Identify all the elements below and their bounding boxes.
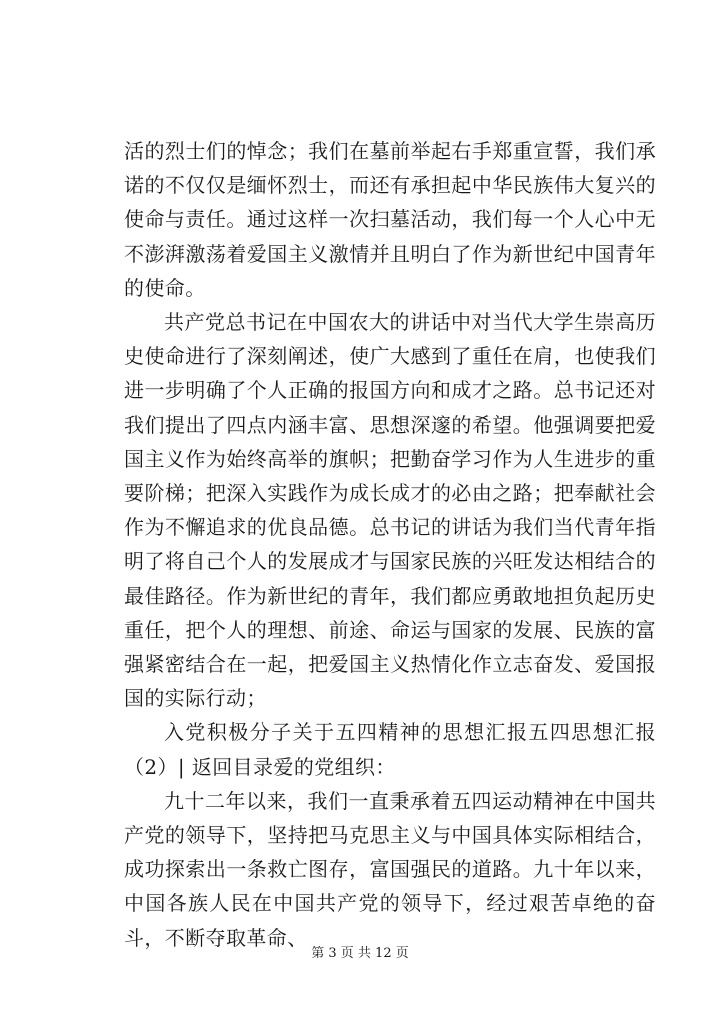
document-body xyxy=(124,134,656,955)
paragraph-2: 共产党总书记在中国农大的讲话中对当代大学生崇高历史使命进行了深刻阐述，使广大感到了重任在肩，也使我们进一步明确了个人正确的报国方向和成才之路。总书记还对我们提出了四点内涵丰富、思想深邃的希望。他强调要把爱国主义作为始终高举的旗帜；把勤奋学习作为人生进步的重要阶梯；把深入实践作为成长成才的必由之路；把奉献社会作为不懈追求的优良品德。总书记的讲话为我们当代青年指明了将自己个人的发展成才与国家民族的兴旺发达相结合的最佳路径。作为新世纪的青年，我们都应勇敢地担负起历史重任，把个人的理想、前途、命运与国家的发展、民族的富强紧密结合在一起，把爱国主义热情化作立志奋发、爱国报国的实际行动； xyxy=(124,310,656,711)
paragraph-1: 活的烈士们的悼念；我们在墓前举起右手郑重宣誓，我们承诺的不仅仅是缅怀烈士，而还有承担起中华民族伟大复兴的使命与责任。通过这样一次扫墓活动，我们每一个人心中无不澎湃激荡着爱国主义激情并且明白了作为新世纪中国青年的使命。 xyxy=(124,139,656,300)
paragraph-4: 九十二年以来，我们一直秉承着五四运动精神在中国共产党的领导下，坚持把马克思主义与中国具体实际相结合，成功探索出一条救亡图存，富国强民的道路。九十年以来，中国各族人民在中国共产党的领导下，经过艰苦卓绝的奋斗，不断夺取革命、 xyxy=(124,788,656,950)
paragraph-3-heading: 入党积极分子关于五四精神的思想汇报五四思想汇报（2）| 返回目录爱的党组织： xyxy=(124,720,656,779)
page-footer: 第 3 页 共 12 页 xyxy=(311,946,409,961)
